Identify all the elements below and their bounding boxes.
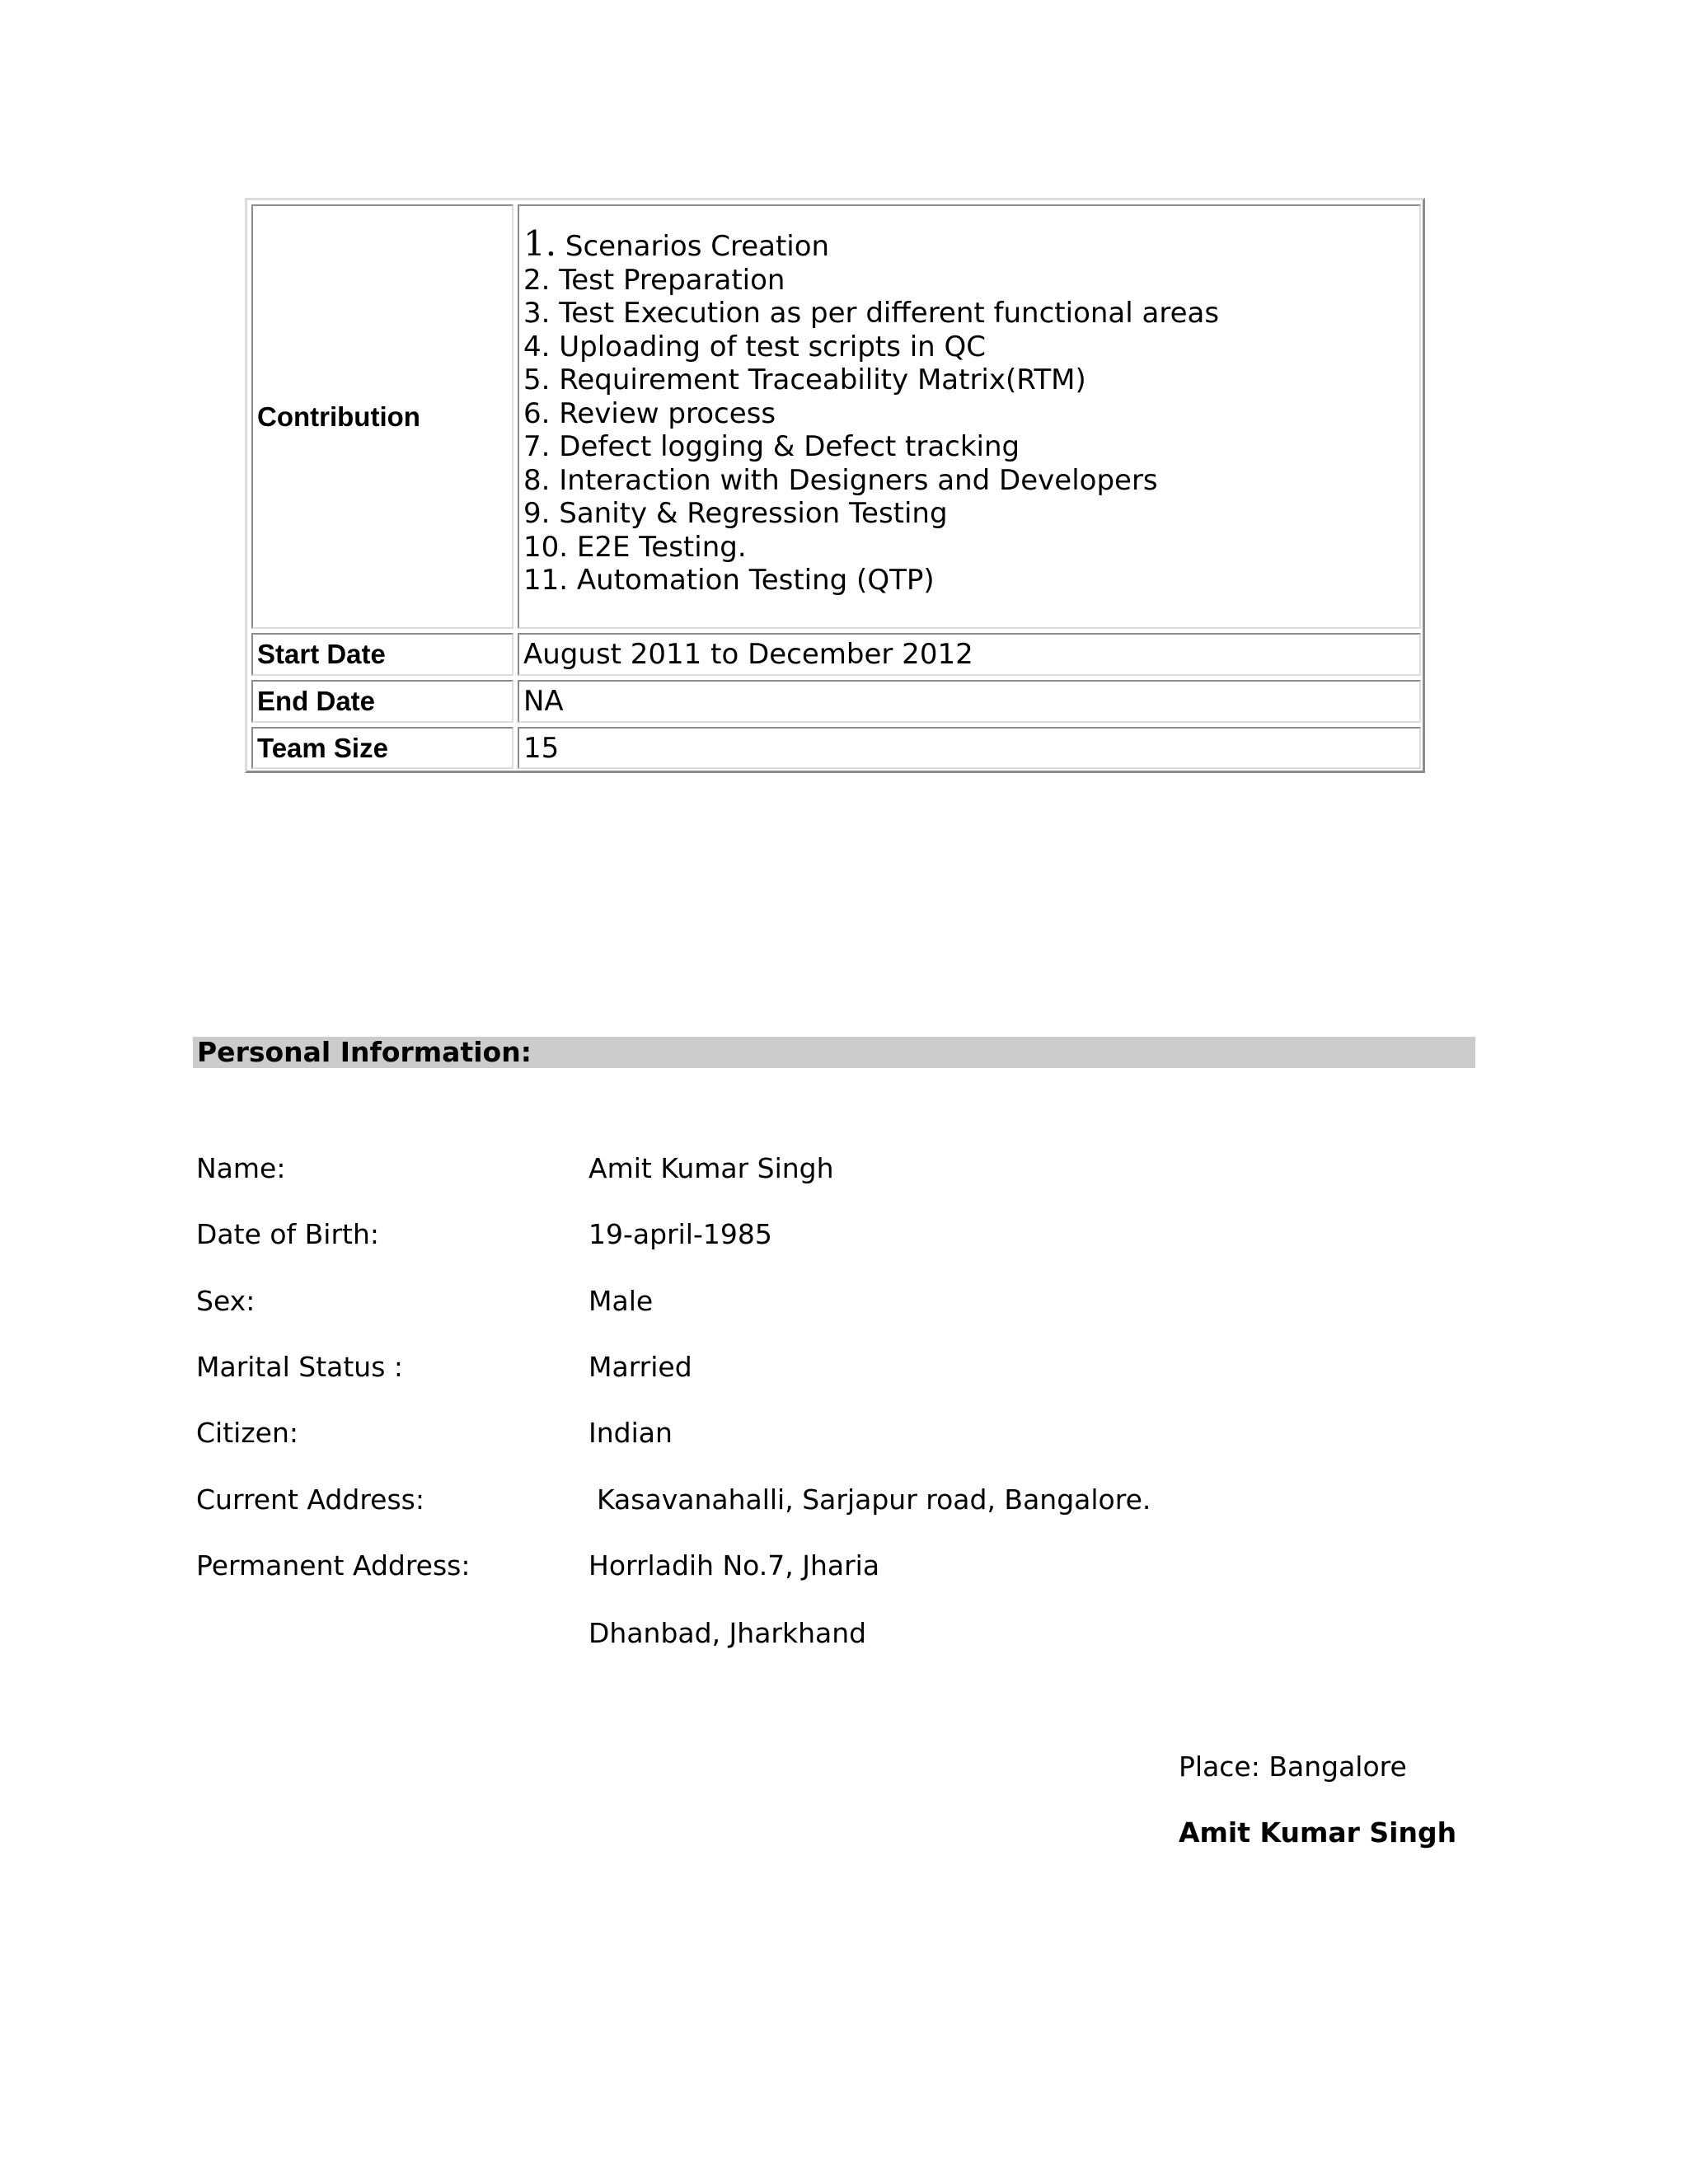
end-date-value: NA bbox=[523, 685, 564, 718]
start-date-value-cell bbox=[518, 633, 1421, 676]
current-address-label: Current Address: bbox=[196, 1483, 424, 1516]
contribution-label: Contribution bbox=[257, 401, 420, 432]
citizen-label: Citizen: bbox=[196, 1417, 298, 1449]
permanent-address-label: Permanent Address: bbox=[196, 1549, 471, 1582]
contribution-item: 6. Review process bbox=[523, 396, 776, 430]
contribution-list bbox=[523, 223, 1220, 598]
team-size-label: Team Size bbox=[257, 732, 388, 763]
contribution-label-cell bbox=[251, 204, 513, 629]
project-details-table bbox=[245, 198, 1425, 773]
date-of-birth-label: Date of Birth: bbox=[196, 1218, 380, 1250]
citizen-value: Indian bbox=[588, 1417, 673, 1449]
contribution-item: 2. Test Preparation bbox=[523, 263, 785, 297]
date-of-birth-value: 19-april-1985 bbox=[588, 1218, 772, 1250]
contribution-item: 3. Test Execution as per different functional areas bbox=[523, 297, 1220, 330]
start-date-label: Start Date bbox=[257, 639, 386, 669]
permanent-address-value: Horrladih No.7, Jharia bbox=[588, 1549, 880, 1582]
name-label: Name: bbox=[196, 1152, 286, 1184]
end-date-label: End Date bbox=[257, 686, 376, 716]
contribution-item: 9. Sanity & Regression Testing bbox=[523, 497, 948, 530]
end-date-value-cell bbox=[518, 680, 1421, 723]
contribution-value-cell bbox=[518, 204, 1421, 629]
contribution-item: 8. Interaction with Designers and Developers bbox=[523, 463, 1158, 497]
place-text: Place: Bangalore bbox=[1179, 1750, 1407, 1783]
team-size-value: 15 bbox=[523, 731, 560, 765]
team-size-value-cell bbox=[518, 727, 1421, 769]
sex-value: Male bbox=[588, 1285, 654, 1317]
permanent-address-line2: Dhanbad, Jharkhand bbox=[588, 1617, 867, 1649]
marital-status-label: Marital Status : bbox=[196, 1351, 404, 1383]
sex-label: Sex: bbox=[196, 1285, 256, 1317]
contribution-item: 5. Requirement Traceability Matrix(RTM) bbox=[523, 363, 1086, 396]
contribution-item: 11. Automation Testing (QTP) bbox=[523, 564, 935, 597]
contribution-item: 10. E2E Testing. bbox=[523, 530, 747, 564]
contribution-item: 1. Scenarios Creation bbox=[523, 223, 830, 264]
current-address-value: Kasavanahalli, Sarjapur road, Bangalore. bbox=[597, 1483, 1151, 1516]
marital-status-value: Married bbox=[588, 1351, 692, 1383]
name-value: Amit Kumar Singh bbox=[588, 1152, 834, 1184]
start-date-value: August 2011 to December 2012 bbox=[523, 638, 973, 671]
contribution-item: 4. Uploading of test scripts in QC bbox=[523, 330, 987, 363]
start-date-label-cell bbox=[251, 633, 513, 676]
team-size-label-cell bbox=[251, 727, 513, 769]
signature-name: Amit Kumar Singh bbox=[1179, 1816, 1457, 1849]
contribution-item: 7. Defect logging & Defect tracking bbox=[523, 430, 1020, 463]
end-date-label-cell bbox=[251, 680, 513, 723]
personal-information-header: Personal Information: bbox=[193, 1037, 1475, 1068]
